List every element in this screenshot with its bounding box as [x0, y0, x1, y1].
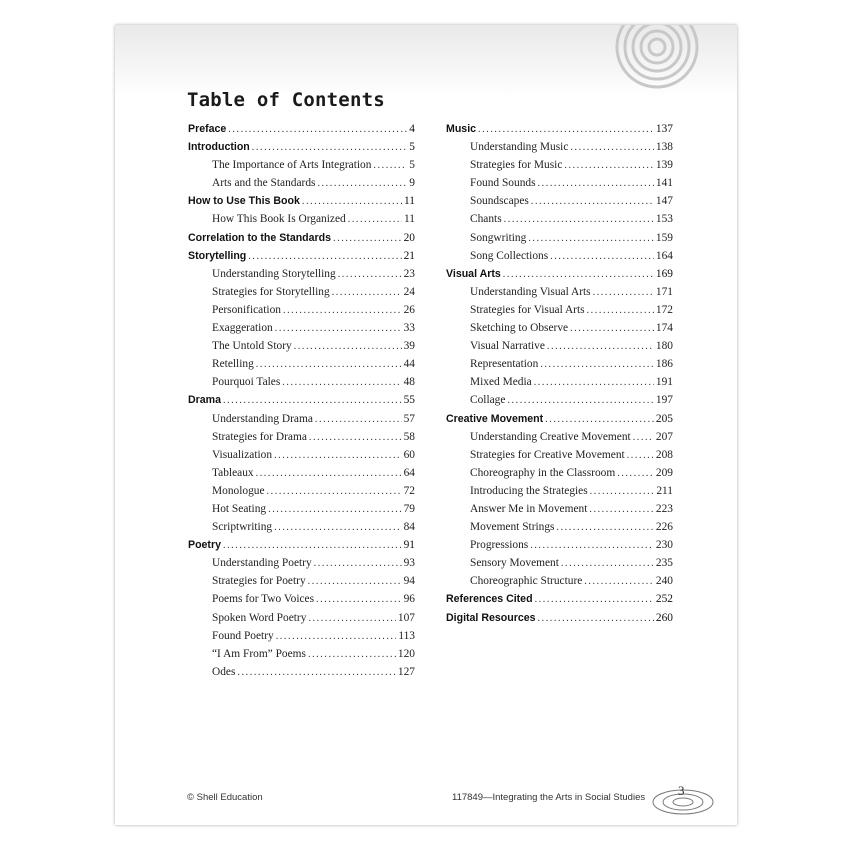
toc-entry-page: 174	[655, 322, 673, 335]
toc-entry-label: Music	[446, 123, 477, 135]
dot-leader	[338, 269, 402, 280]
toc-subentry[interactable]	[188, 557, 415, 575]
toc-subentry[interactable]	[188, 213, 415, 231]
dot-leader	[478, 124, 654, 135]
toc-entry-page: 84	[403, 521, 415, 534]
toc-entry-label: Correlation to the Standards	[188, 231, 332, 244]
toc-entry-label: Arts and the Standards	[212, 177, 316, 190]
toc-entry-page: 127	[397, 665, 415, 678]
toc-entry-label: Strategies for Visual Arts	[470, 303, 585, 316]
toc-entry-page: 235	[655, 557, 673, 570]
dot-leader	[589, 504, 654, 515]
toc-entry-page: 120	[397, 647, 415, 660]
toc-subentry[interactable]	[446, 177, 673, 195]
toc-entry-page: 159	[655, 231, 673, 244]
dot-leader	[237, 667, 395, 678]
toc-entry-label: Songwriting	[470, 231, 527, 244]
toc-entry-page: 4	[409, 123, 415, 135]
toc-section-entry[interactable]	[188, 250, 415, 268]
dot-leader	[223, 540, 402, 551]
dot-leader	[317, 178, 407, 189]
toc-entry-page: 5	[409, 141, 415, 154]
toc-section-entry[interactable]	[188, 232, 415, 250]
toc-entry-label: The Untold Story	[212, 340, 292, 353]
toc-entry-label: Scriptwriting	[212, 521, 273, 534]
header-banner	[115, 25, 737, 97]
toc-entry-page: 137	[655, 123, 673, 135]
dot-leader	[276, 631, 397, 642]
toc-subentry[interactable]	[188, 413, 415, 431]
toc-entry-page: 33	[403, 322, 415, 335]
dot-leader	[564, 160, 654, 171]
dot-leader	[274, 450, 402, 461]
toc-entry-label: Personification	[212, 303, 281, 316]
toc-subentry[interactable]	[188, 358, 415, 376]
toc-entry-page: 197	[655, 394, 673, 407]
toc-entry-page: 93	[403, 557, 415, 570]
toc-subentry[interactable]	[188, 503, 415, 521]
dot-leader	[570, 323, 654, 334]
toc-subentry[interactable]	[446, 467, 673, 485]
toc-entry-label: Strategies for Storytelling	[212, 285, 330, 298]
dot-leader	[228, 124, 407, 135]
dot-leader	[547, 341, 654, 352]
toc-entry-page: 260	[655, 611, 673, 624]
toc-entry-page: 91	[403, 539, 415, 552]
dot-leader	[538, 613, 654, 624]
toc-entry-label: References Cited	[446, 593, 533, 606]
toc-entry-page: 147	[655, 195, 673, 208]
toc-entry-page: 205	[655, 412, 673, 425]
toc-entry-label: Understanding Drama	[212, 412, 313, 425]
toc-subentry[interactable]	[188, 304, 415, 322]
toc-subentry[interactable]	[188, 648, 415, 666]
dot-leader	[627, 450, 654, 461]
toc-subentry[interactable]	[188, 593, 415, 611]
toc-entry-label: Storytelling	[188, 249, 247, 262]
toc-subentry[interactable]	[188, 159, 415, 177]
dot-leader	[314, 558, 402, 569]
toc-subentry[interactable]	[446, 539, 673, 557]
dot-leader	[590, 486, 655, 497]
toc-entry-label: Choreography in the Classroom	[470, 466, 616, 479]
toc-entry-label: Poetry	[188, 539, 221, 552]
toc-entry-page: 180	[655, 340, 673, 353]
toc-subentry[interactable]	[188, 286, 415, 304]
toc-entry-page: 164	[655, 249, 673, 262]
dot-leader	[248, 251, 401, 262]
dot-leader	[528, 233, 654, 244]
toc-entry-page: 172	[655, 303, 673, 316]
toc-section-entry[interactable]	[446, 612, 673, 630]
dot-leader	[534, 377, 654, 388]
toc-entry-label: Answer Me in Movement	[470, 502, 588, 515]
toc-entry-label: Song Collections	[470, 249, 549, 262]
dot-leader	[315, 414, 402, 425]
dot-leader	[507, 395, 653, 406]
toc-subentry[interactable]	[446, 503, 673, 521]
toc-entry-label: Exaggeration	[212, 322, 273, 335]
dot-leader	[294, 341, 402, 352]
toc-entry-label: Introducing the Strategies	[470, 484, 588, 497]
page-title: Table of Contents	[187, 89, 385, 111]
toc-entry-page: 211	[656, 484, 673, 497]
dot-leader	[617, 468, 654, 479]
dot-leader	[308, 649, 396, 660]
toc-entry-page: 230	[655, 539, 673, 552]
toc-entry-label: Preface	[188, 123, 227, 135]
toc-entry-label: Drama	[188, 394, 221, 407]
dot-leader	[308, 576, 402, 587]
toc-entry-page: 94	[403, 575, 415, 588]
toc-subentry[interactable]	[446, 521, 673, 539]
toc-section-entry[interactable]	[446, 268, 673, 286]
toc-subentry[interactable]	[446, 232, 673, 250]
dot-leader	[530, 540, 654, 551]
toc-entry-page: 39	[403, 340, 415, 353]
dot-leader	[538, 178, 654, 189]
toc-section-entry[interactable]	[446, 593, 673, 611]
toc-entry-label: Pourquoi Tales	[212, 376, 281, 389]
dot-leader	[275, 323, 402, 334]
toc-entry-label: Introduction	[188, 141, 250, 154]
dot-leader	[587, 305, 654, 316]
toc-subentry[interactable]	[188, 630, 415, 648]
toc-entry-page: 209	[655, 466, 673, 479]
toc-subentry[interactable]	[188, 521, 415, 539]
toc-entry-label: Understanding Creative Movement	[470, 430, 631, 443]
toc-left-column	[188, 123, 415, 684]
toc-right-column	[446, 123, 673, 630]
toc-entry-label: Soundscapes	[470, 195, 529, 208]
toc-section-entry[interactable]	[188, 141, 415, 159]
toc-entry-label: Visual Narrative	[470, 340, 545, 353]
toc-entry-label: Found Poetry	[212, 629, 274, 642]
dot-leader	[561, 558, 654, 569]
toc-entry-page: 60	[403, 448, 415, 461]
toc-entry-label: Understanding Music	[470, 141, 569, 154]
toc-entry-page: 240	[655, 575, 673, 588]
dot-leader	[373, 160, 407, 171]
toc-entry-page: 55	[403, 394, 415, 407]
dot-leader	[256, 359, 402, 370]
toc-entry-label: “I Am From” Poems	[212, 647, 306, 660]
toc-entry-page: 79	[403, 502, 415, 515]
dot-leader	[348, 214, 402, 225]
dot-leader	[256, 468, 402, 479]
dot-leader	[309, 432, 402, 443]
toc-subentry[interactable]	[446, 449, 673, 467]
toc-entry-page: 23	[403, 267, 415, 280]
toc-section-entry[interactable]	[446, 123, 673, 141]
toc-section-entry[interactable]	[188, 394, 415, 412]
toc-entry-label: Creative Movement	[446, 412, 544, 425]
toc-entry-page: 21	[403, 249, 415, 262]
toc-subentry[interactable]	[188, 575, 415, 593]
footer-publisher: © Shell Education	[187, 792, 263, 803]
toc-entry-label: Visual Arts	[446, 267, 501, 280]
toc-subentry[interactable]	[446, 159, 673, 177]
toc-subentry[interactable]	[446, 376, 673, 394]
toc-subentry[interactable]	[188, 322, 415, 340]
toc-subentry[interactable]	[446, 394, 673, 412]
toc-entry-label: Spoken Word Poetry	[212, 611, 307, 624]
toc-entry-page: 226	[655, 521, 673, 534]
dot-leader	[570, 142, 654, 153]
dot-leader	[308, 613, 395, 624]
toc-entry-label: Poems for Two Voices	[212, 593, 315, 606]
toc-subentry[interactable]	[188, 376, 415, 394]
dot-leader	[333, 233, 402, 244]
toc-section-entry[interactable]	[188, 123, 415, 141]
page-number: 3	[678, 783, 685, 798]
toc-entry-page: 223	[655, 502, 673, 515]
toc-entry-label: How to Use This Book	[188, 195, 300, 208]
toc-entry-label: Odes	[212, 665, 236, 678]
toc-subentry[interactable]	[446, 557, 673, 575]
toc-entry-label: Sensory Movement	[470, 557, 559, 570]
toc-section-entry[interactable]	[446, 413, 673, 431]
toc-subentry[interactable]	[188, 268, 415, 286]
toc-entry-page: 191	[655, 376, 673, 389]
toc-entry-page: 207	[655, 430, 673, 443]
dot-leader	[540, 359, 654, 370]
dot-leader	[274, 522, 401, 533]
toc-entry-page: 44	[403, 358, 415, 371]
toc-entry-label: Strategies for Drama	[212, 430, 307, 443]
toc-entry-page: 186	[655, 358, 673, 371]
toc-subentry[interactable]	[446, 250, 673, 268]
footer-book-title: 117849—Integrating the Arts in Social Studies	[452, 792, 646, 803]
toc-entry-label: Collage	[470, 394, 506, 407]
toc-entry-page: 48	[403, 376, 415, 389]
dot-leader	[593, 287, 654, 298]
toc-subentry[interactable]	[188, 612, 415, 630]
toc-entry-page: 57	[403, 412, 415, 425]
toc-entry-label: Movement Strings	[470, 521, 555, 534]
toc-entry-label: Hot Seating	[212, 502, 267, 515]
toc-entry-label: Strategies for Music	[470, 159, 563, 172]
toc-entry-page: 5	[409, 159, 415, 172]
toc-subentry[interactable]	[188, 431, 415, 449]
toc-entry-page: 26	[403, 303, 415, 316]
toc-entry-label: Visualization	[212, 448, 273, 461]
toc-entry-label: Mixed Media	[470, 376, 532, 389]
toc-subentry[interactable]	[446, 485, 673, 503]
swirl-decoration-icon	[557, 25, 737, 97]
toc-entry-label: Strategies for Poetry	[212, 575, 306, 588]
dot-leader	[268, 504, 402, 515]
toc-subentry[interactable]	[446, 322, 673, 340]
toc-subentry[interactable]	[188, 177, 415, 195]
toc-entry-label: Understanding Visual Arts	[470, 285, 591, 298]
toc-subentry[interactable]	[188, 340, 415, 358]
toc-entry-label: Tableaux	[212, 466, 254, 479]
toc-subentry[interactable]	[188, 467, 415, 485]
toc-subentry[interactable]	[188, 485, 415, 503]
dot-leader	[302, 196, 402, 207]
toc-subentry[interactable]	[446, 575, 673, 593]
dot-leader	[584, 576, 654, 587]
dot-leader	[283, 305, 402, 316]
toc-subentry[interactable]	[188, 449, 415, 467]
toc-subentry[interactable]	[446, 286, 673, 304]
dot-leader	[550, 251, 654, 262]
dot-leader	[531, 196, 654, 207]
toc-entry-label: Choreographic Structure	[470, 575, 583, 588]
toc-entry-label: The Importance of Arts Integration	[212, 159, 372, 172]
dot-leader	[267, 486, 402, 497]
toc-entry-label: Retelling	[212, 358, 254, 371]
toc-entry-page: 11	[404, 195, 415, 208]
toc-entry-page: 20	[403, 231, 415, 244]
dot-leader	[556, 522, 653, 533]
toc-entry-label: Representation	[470, 358, 539, 371]
toc-entry-label: Sketching to Observe	[470, 322, 569, 335]
toc-section-entry[interactable]	[188, 539, 415, 557]
toc-entry-page: 252	[655, 593, 673, 606]
toc-entry-page: 9	[409, 177, 415, 190]
dot-leader	[504, 214, 654, 225]
dot-leader	[535, 594, 654, 605]
toc-subentry[interactable]	[188, 666, 415, 684]
toc-entry-label: Understanding Poetry	[212, 557, 312, 570]
toc-entry-page: 24	[403, 285, 415, 298]
toc-section-entry[interactable]	[188, 195, 415, 213]
toc-subentry[interactable]	[446, 213, 673, 231]
toc-entry-label: Strategies for Creative Movement	[470, 448, 625, 461]
toc-subentry[interactable]	[446, 358, 673, 376]
toc-entry-page: 153	[655, 213, 673, 226]
toc-entry-label: Understanding Storytelling	[212, 267, 336, 280]
toc-entry-page: 113	[398, 629, 415, 642]
toc-entry-page: 64	[403, 466, 415, 479]
footer-page-number	[647, 780, 719, 816]
toc-entry-page: 58	[403, 430, 415, 443]
dot-leader	[282, 377, 401, 388]
toc-entry-page: 141	[655, 177, 673, 190]
dot-leader	[545, 414, 654, 425]
toc-entry-label: How This Book Is Organized	[212, 213, 346, 226]
toc-entry-page: 72	[403, 484, 415, 497]
toc-entry-page: 171	[655, 285, 673, 298]
toc-entry-label: Found Sounds	[470, 177, 536, 190]
document-page	[115, 25, 737, 825]
toc-subentry[interactable]	[446, 141, 673, 159]
toc-subentry[interactable]	[446, 195, 673, 213]
toc-entry-page: 139	[655, 159, 673, 172]
toc-entry-page: 107	[397, 611, 415, 624]
toc-entry-label: Monologue	[212, 484, 265, 497]
toc-entry-label: Digital Resources	[446, 611, 536, 624]
dot-leader	[332, 287, 402, 298]
dot-leader	[633, 432, 654, 443]
toc-entry-page: 208	[655, 448, 673, 461]
dot-leader	[252, 142, 408, 153]
toc-entry-label: Progressions	[470, 539, 529, 552]
toc-entry-page: 138	[655, 141, 673, 154]
toc-entry-page: 169	[655, 267, 673, 280]
toc-subentry[interactable]	[446, 304, 673, 322]
dot-leader	[223, 395, 402, 406]
toc-entry-page: 11	[404, 213, 415, 226]
toc-entry-page: 96	[403, 593, 415, 606]
toc-subentry[interactable]	[446, 431, 673, 449]
toc-subentry[interactable]	[446, 340, 673, 358]
dot-leader	[316, 594, 402, 605]
dot-leader	[503, 269, 654, 280]
toc-entry-label: Chants	[470, 213, 502, 226]
